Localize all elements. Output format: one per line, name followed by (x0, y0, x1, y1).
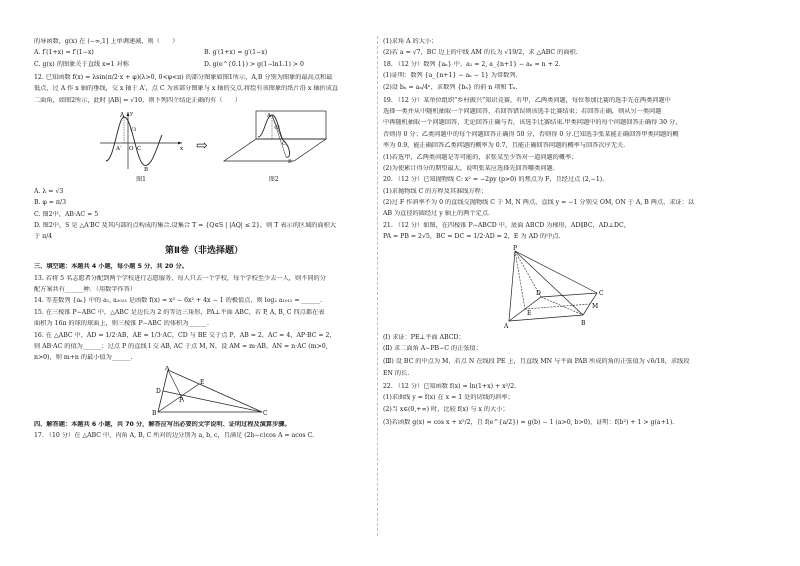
figure-2 (218, 109, 330, 184)
arrow-icon: ⇨ (196, 138, 208, 154)
q12-option-c: C. 图2中，AB·AC = 5 (34, 210, 99, 218)
tri-label-c: C (263, 409, 268, 416)
figure-2-caption: 图2 (268, 175, 279, 183)
q16-line-1: 16. 在 △ABC 中，AD = 1/2·AB，AE = 1/3·AC，CD 与 BE 交于点 P，AB = 2，AC = 4，AP·BC = 2， (34, 331, 336, 339)
sine-graph-figure (96, 109, 186, 171)
label-sqrt3: √3 (130, 126, 137, 133)
q11-option-b: B. g′(1+x) = g′(1−x) (204, 49, 268, 57)
tri-label-e: E (200, 378, 205, 386)
q16-triangle-figure (150, 366, 374, 419)
q21-part-1: (Ⅰ) 求证：PE⊥平面 ABCD； (383, 333, 465, 341)
q19-line-2: 选择一类并从中随机抽取一个问题回答，若回答错误则该选手比赛结束；若回答正确，则从另一类问题 (383, 108, 662, 116)
q12-figures (96, 109, 374, 184)
q19-line-1: 19. （12 分）某单位组织“乡村振兴”知识竞赛，有甲，乙两类问题，每位参加比赛的选手先在两类问题中 (383, 96, 671, 104)
q19-line-4: 否则得 0 分；乙类问题中的每个问题回答正确得 50 分，否则得 0 分.已知选手张某能正确回答甲类问题的概 (383, 130, 679, 138)
pyr-label-d: D (536, 289, 541, 297)
section-3-heading: 三、填空题：本题共 4 小题，每小题 5 分，共 20 分。 (34, 263, 188, 271)
q22-part-3: (3)若函数 g(x) = cos x + x²/2，且 f(e^{a/2}) = g(b) − 1 (a>0, b>0)，证明：f(b²) + 1 > g(a+1). (383, 418, 675, 426)
label-c: C (137, 145, 142, 152)
q12-line-1: 12. 已知函数 f(x) = λsin(π/2·x + φ)(λ>0, 0<φ<π) 的部分图象如图1所示，A,B 分别为图象的最高点和最 (34, 73, 333, 81)
q12-line-2: 低点，过 A 作 x 轴的垂线，交 x 轴于 A′，点 C 为该部分图象与 x 轴的交点.将绘有该图象的纸片沿 x 轴折成直 (34, 85, 339, 93)
q11-options-row-1 (34, 49, 374, 57)
label-b: B (144, 166, 149, 171)
tri-label-b: B (152, 409, 157, 416)
tri-label-a: A (165, 365, 170, 372)
q17: 17. （10 分）在 △ABC 中，内角 A, B, C 所对的边分别为 a, b, c，且满足 (2b−c)cos A = acos C. (34, 432, 315, 440)
q11-stem-end: 的导函数，g(x) 在 (−∞,1] 上单调递减，则（ ） (34, 38, 179, 45)
q21-part-3: (Ⅲ) 设 BC 的中点为 M，若点 N 在线段 PE 上，且直线 MN 与平面 PAB 所成的角的正弦值为 √6/18，求线段 (383, 358, 690, 366)
q16-line-3: n>0)，则 m+n 的最小值为______. (34, 354, 133, 362)
right-column (383, 38, 773, 430)
q14: 14. 等差数列 {aₙ} 中的 a₁, a₂₀₂₃ 是函数 f(x) = x³ − 6x² + 4x − 1 的极值点，则 log₂ a₁₀₁₂ = ______. (34, 297, 323, 305)
q18-part-2: (2)设 bₙ = aₙ/4ⁿ，求数列 {bₙ} 的前 n 项和 Tₙ. (383, 83, 518, 91)
q13-line-1: 13. 若将 5 名志愿者分配到两个学校进行志愿服务，每人只去一个学校，每个学校至少去一人，则不同的分 (34, 274, 326, 282)
q12-option-a: A. λ = √3 (34, 187, 64, 195)
q19-line-3: 中再随机抽取一个问题回答，无论回答正确与否，该选手比赛结束.甲类问题中的每个问题回答正确得 30 分， (383, 119, 682, 127)
q20-part-2-cont: AB 为直径的圆经过 y 轴上的两个定点. (383, 210, 491, 218)
q12-option-d-cont: 于 π/4 (34, 233, 53, 241)
q21-stem-1: 21. （12 分）如图，在四棱锥 P−ABCD 中，底面 ABCD 为梯形，AD∥BC，AD⊥DC， (383, 221, 630, 229)
q15-line-1: 15. 在三棱锥 P−ABC 中，△ABC 是边长为 2 的等边三角形，PA⊥平面 ABC，若 P, A, B, C 四点都在表 (34, 308, 325, 316)
section-4-heading: 四、解答题：本题共 6 小题，共 70 分，解答应写出必要的文字说明、证明过程及演算步骤。 (34, 420, 291, 428)
pyr-label-p: P (513, 244, 518, 252)
q12-line-3: 二面角，如图2所示，此时 |AB| = √10，则下列四个结论正确的有（ ） (34, 96, 242, 104)
q19-part-1: (1)若选甲，乙两类问题是等可能的，求张某至少答对一道问题的概率； (383, 153, 578, 161)
q21-stem-2: PA = PB = 2√5，BC = DC = 1/2·AD = 2，E 为 AD 的中点. (383, 233, 561, 241)
figure-1 (96, 109, 186, 184)
q21-pyramid-figure (501, 245, 773, 332)
q22-part-2: (2)当 x∈(0,+∞) 时，比较 f(x) 与 x 的大小； (383, 405, 509, 413)
pyr-label-b: B (581, 319, 586, 327)
q11-option-c: C. g(x) 的图象关于直线 x=1 对称 (34, 60, 129, 68)
pyr-label-c: C (599, 289, 604, 297)
q13-line-2: 配方案共有______种．（用数字作答） (34, 286, 137, 294)
q11-option-a: A. f′(1+x) = f′(1−x) (34, 49, 94, 57)
pyr-label-m: M (592, 302, 599, 310)
label-o: O (129, 145, 134, 152)
q12-option-b: B. φ = π/3 (34, 199, 67, 207)
q15-line-2: 面积为 16π 的球的球面上，则三棱锥 P−ABC 的体积为______. (34, 320, 209, 328)
left-column (34, 38, 374, 444)
q17-part-2: (2)若 a = √7，BC 边上的中线 AM 的长为 √19/2，求 △ABC 的面积. (383, 49, 578, 57)
q18-stem: 18. （12 分）数列 {aₙ} 中，a₁ = 2, a_{n+1} − aₙ = n + 2. (383, 60, 561, 68)
q21-part-2: (Ⅱ) 求二面角 A−PB−C 的正弦值； (383, 345, 482, 353)
q21-part-3-cont: EN 的长. (383, 369, 410, 377)
pyramid-diagram (501, 245, 611, 329)
q22-stem: 22. （12 分）已知函数 f(x) = ln(1+x) + x²/2. (383, 382, 517, 390)
q22-part-1: (1)求曲线 y = f(x) 在 x = 1 处的切线的斜率； (383, 394, 514, 402)
folded-graph-figure (218, 109, 330, 171)
label-a-prime: A′ (116, 145, 122, 152)
q19-line-5: 率为 0.9，能正确回答乙类问题的概率为 0.7，且能正确回答问题的概率与回答次序无关. (383, 142, 626, 150)
label-a: A (120, 111, 125, 119)
column-divider (377, 36, 378, 536)
fig2-label-b: B (287, 158, 292, 165)
label-x: x (180, 145, 184, 152)
fig2-label-sqrt3: √3 (273, 125, 280, 131)
figure-1-caption: 图1 (136, 175, 146, 183)
pyr-label-a: A (504, 322, 509, 329)
label-y: y (130, 110, 134, 117)
triangle-diagram (150, 366, 270, 416)
tri-label-d: D (156, 387, 161, 395)
tri-label-p: P (179, 396, 184, 404)
q19-part-2: (2)为使累计得分的期望最大，说明张某应选择先回答哪类问题. (383, 164, 555, 172)
q16-line-2: 则 AB·AC 的值为______；过点 P 的直线 l 交 AB, AC 于点 M, N，设 AM = m·AB，AN = n·AC (m>0, (34, 342, 328, 350)
fig2-label-c: C (281, 140, 286, 147)
pyr-label-e: E (527, 309, 532, 317)
q20-part-2: (2)过 F 作斜率不为 0 的直线交抛物线 C 于 M, N 两点，直线 y = −1 分别交 OM, ON 于 A, B 两点，求证：以 (383, 199, 695, 207)
section-2-title: 第Ⅱ卷（非选择题） (165, 246, 243, 257)
q18-part-1: (1)证明：数列 {a_{n+1} − aₙ − 1} 为常数列. (383, 72, 518, 80)
q11-option-d: D. g(e^{0.1}) > g(1−ln1.1) > 0 (204, 60, 304, 68)
q20-stem: 20. （12 分）已知抛物线 C: x² = −2py (p>0) 的焦点为 F，且经过点 (2,−1). (383, 176, 605, 184)
fig2-label-a: A (266, 112, 271, 119)
q17-part-1: (1)求角 A 的大小； (383, 38, 438, 45)
q12-option-d: D. 图2中，S 是 △A′BC 及其内部的点构成的集合.设集合 T = {Q∈S | |AQ| ≤ 2}，则 T 表示的区域的面积大 (34, 221, 337, 229)
q11-options-row-2 (34, 61, 374, 69)
q20-part-1: (1)求抛物线 C 的方程及其准线方程； (383, 187, 488, 195)
